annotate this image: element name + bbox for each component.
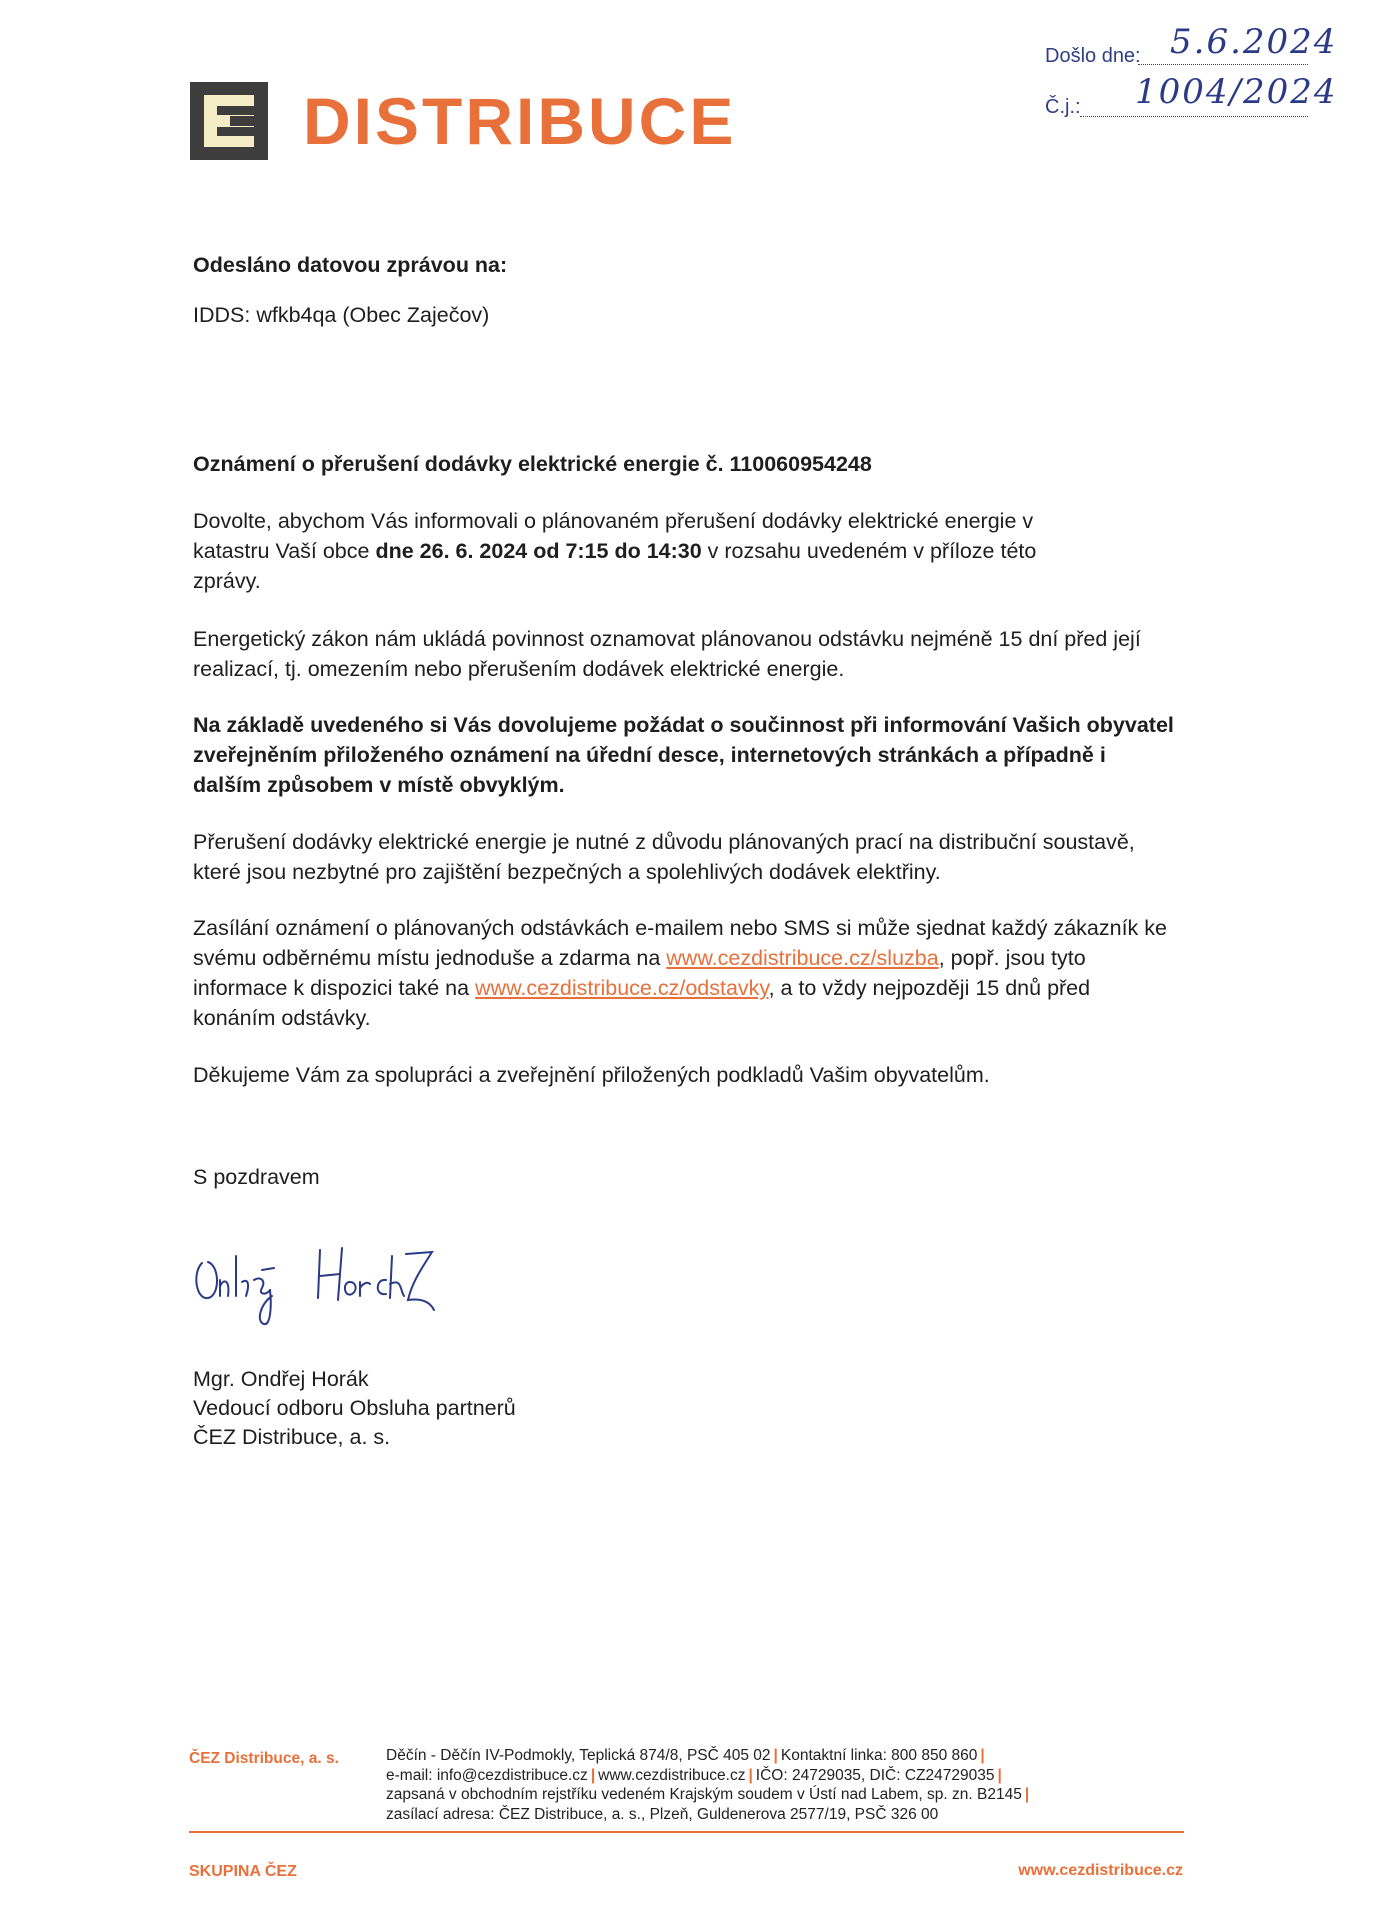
footer-registry: zapsaná v obchodním rejstříku vedeném Krajským soudem v Ústí nad Labem, sp. zn. B2145 xyxy=(386,1786,1022,1803)
footer-ids: IČO: 24729035, DIČ: CZ24729035 xyxy=(755,1766,995,1784)
handwritten-signature xyxy=(190,1238,450,1328)
footer-email: e-mail: info@cezdistribuce.cz xyxy=(386,1766,588,1784)
greeting: S pozdravem xyxy=(193,1165,320,1189)
ref-label: Č.j.: xyxy=(1045,96,1081,118)
brand-name: DISTRIBUCE xyxy=(303,84,737,158)
footer-website: www.cezdistribuce.cz xyxy=(1018,1862,1183,1879)
received-label: Došlo dne: xyxy=(1045,45,1141,67)
footer-address: Děčín - Děčín IV-Podmokly, Teplická 874/8, PSČ 405 02 xyxy=(386,1747,771,1764)
paragraph-request: Na základě uvedeného si Vás dovolujeme požádat o součinnost při informování Vašich obyvatel zveřejněním přiloženého oznámení na úřední desce, internetových stránkách a případně i dalším způsobem v místě obvyklým. xyxy=(193,713,1174,797)
footer-web: www.cezdistribuce.cz xyxy=(598,1766,746,1784)
sent-heading: Odesláno datovou zprávou na: xyxy=(193,253,508,277)
recipient: IDDS: wfkb4qa (Obec Zaječov) xyxy=(193,303,490,327)
notice-title: Oznámení o přerušení dodávky elektrické energie č. 110060954248 xyxy=(193,452,872,476)
footer-postal: zasílací adresa: ČEZ Distribuce, a. s., Plzeň, Guldenerova 2577/19, PSČ 326 00 xyxy=(386,1805,939,1823)
footer-divider xyxy=(189,1831,1184,1833)
footer-group-name: SKUPINA ČEZ xyxy=(189,1863,297,1880)
cez-logo-icon xyxy=(190,82,268,160)
link-odstavky[interactable]: www.cezdistribuce.cz/odstavky xyxy=(475,976,769,1000)
paragraph-subscription: Zasílání oznámení o plánovaných odstávkách e-mailem nebo SMS si může sjednat každý zákazník ke svému odběrnému místu jednoduše a zdarma na www.cezdistribuce.cz/sluzba, popř. jsou tyto informace k dispozici také na www.cezdistribuce.cz/odstavky, a to vždy nejpozději 15 dnů před konáním odstávky. xyxy=(193,916,1167,1030)
footer-company: ČEZ Distribuce, a. s. xyxy=(189,1750,339,1767)
signatory-company: ČEZ Distribuce, a. s. xyxy=(193,1425,391,1449)
paragraph-thanks: Děkujeme Vám za spolupráci a zveřejnění přiložených podkladů Vašim obyvatelům. xyxy=(193,1063,990,1087)
paragraph-reason: Přerušení dodávky elektrické energie je nutné z důvodu plánovaných prací na distribuční soustavě, které jsou nezbytné pro zajištění bezpečných a spolehlivých dodávek elektřiny. xyxy=(193,830,1135,884)
footer-contact-block: Děčín - Děčín IV-Podmokly, Teplická 874/8, PSČ 405 02 | Kontaktní linka: 800 850 860 | e-mail: info@cezdistribuce.cz | www.cezdistribuce.cz | IČO: 24729035, DIČ: CZ24729035 | zapsaná v obchodním rejstříku vedeném Krajským soudem v Ústí nad Labem, sp. zn. B2145 | zasílací adresa: ČEZ Distribuce, a. s., Plzeň, Guldenerova 2577/19, PSČ 326 00 xyxy=(386,1747,1030,1823)
signatory-name: Mgr. Ondřej Horák xyxy=(193,1367,369,1391)
signatory-position: Vedoucí odboru Obsluha partnerů xyxy=(193,1396,516,1420)
paragraph-outage-date: Dovolte, abychom Vás informovali o plánovaném přerušení dodávky elektrické energie v katastru Vaší obce dne 26. 6. 2024 od 7:15 do 14:30 v rozsahu uvedeném v příloze této zprávy. xyxy=(193,509,1037,593)
received-stamp xyxy=(1040,20,1340,130)
footer-hotline: Kontaktní linka: 800 850 860 xyxy=(780,1747,978,1764)
outage-datetime: dne 26. 6. 2024 od 7:15 do 14:30 xyxy=(375,539,702,563)
ref-number: 1004/2024 xyxy=(1135,72,1338,112)
paragraph-legal: Energetický zákon nám ukládá povinnost oznamovat plánovanou odstávku nejméně 15 dní před její realizací, tj. omezením nebo přerušením dodávek elektrické energie. xyxy=(193,627,1141,681)
link-sluzba[interactable]: www.cezdistribuce.cz/sluzba xyxy=(666,946,939,970)
received-date: 5.6.2024 xyxy=(1170,22,1338,62)
